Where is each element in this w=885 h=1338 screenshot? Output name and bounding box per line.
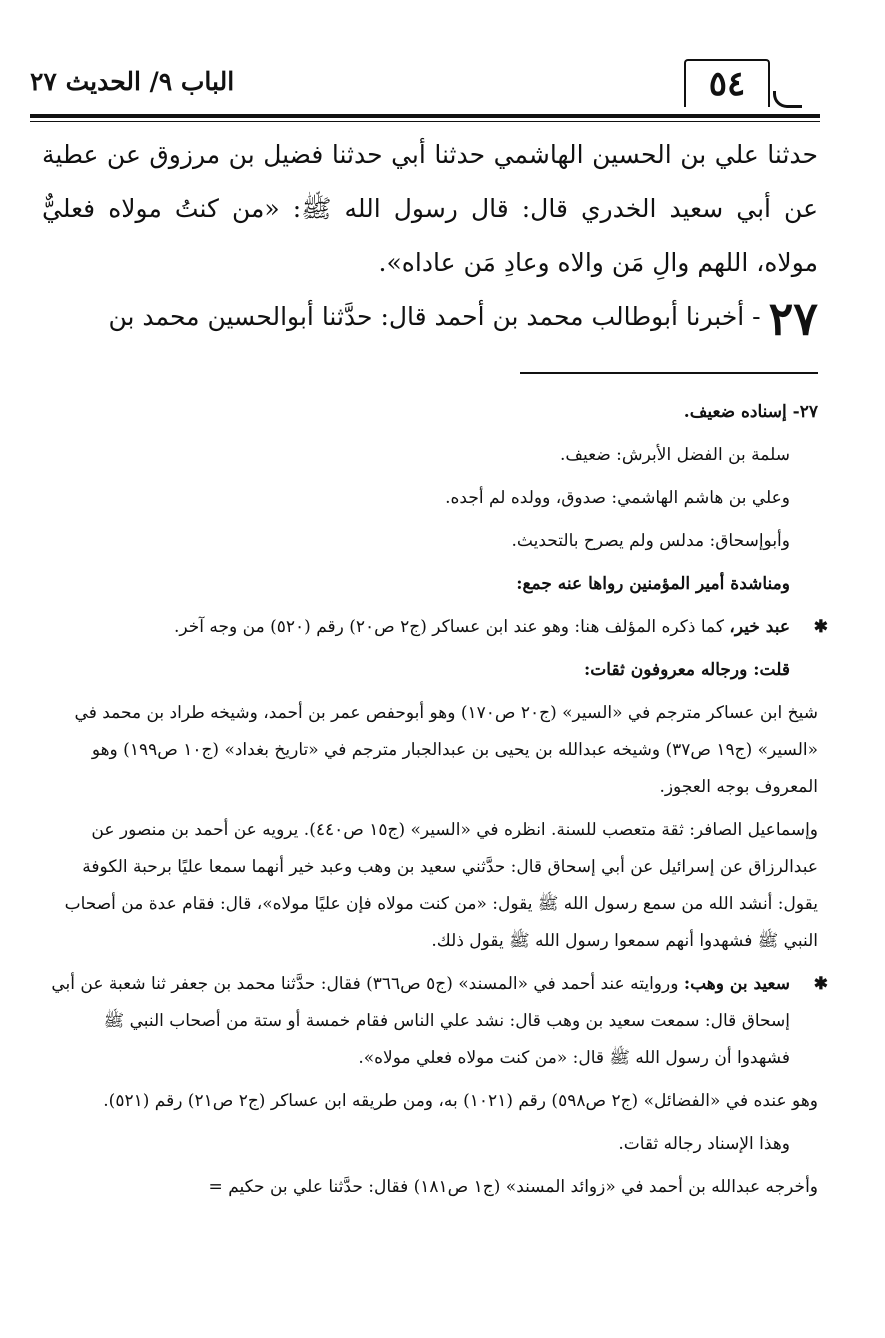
footnote-text: وروايته عند أحمد في «المسند» (ج٥ ص٣٦٦) فقال: حدَّثنا محمد بن جعفر ثنا شعبة عن أبي إسحاق قال: سمعت سعيد بن وهب قال: نشد علي الناس فقام خمسة أو ستة من أصحاب النبي ﷺ فشهدوا أن رسول الله ﷺ قال: «من كنت مولاه فعلي مولاه».: [51, 974, 790, 1068]
hadith-number: ٢٧: [768, 291, 818, 346]
footnote-line: وأبوإسحاق: مدلس ولم يصرح بالتحديث.: [511, 531, 790, 551]
footnote-paragraph: وأخرجه عبدالله بن أحمد في «زوائد المسند» (ج١ ص١٨١) فقال: حدَّثنا علي بن حكيم =: [208, 1177, 818, 1197]
footnote-line: وعلي بن هاشم الهاشمي: صدوق، وولده لم أجده.: [445, 488, 790, 508]
hadith-26-text: حدثنا علي بن الحسين الهاشمي حدثنا أبي حدثنا فضيل بن مرزوق عن عطية عن أبي سعيد الخدري قال: قال رسول الله ﷺ: «من كنتُ مولاه فعليٌّ مولاه، اللهم والِ مَن والاه وعادِ مَن عاداه».: [42, 140, 818, 277]
narrator-name: عبد خير،: [729, 617, 790, 637]
narrator-name: سعيد بن وهب:: [683, 974, 790, 994]
hadith-27-text: - أخبرنا أبوطالب محمد بن أحمد قال: حدَّثنا أبوالحسين محمد بن: [108, 302, 761, 331]
corner-flourish: [773, 91, 802, 108]
footnote-heading: ٢٧- إسناده ضعيف.: [683, 402, 818, 422]
main-text: [42, 128, 818, 344]
header-rule-thin: [30, 121, 820, 122]
footnote-paragraph: شيخ ابن عساكر مترجم في «السير» (ج٢٠ ص١٧٠) وهو أبوحفص عمر بن أحمد، وشيخه طراد بن محمد في «السير» (ج١٩ ص٣٧) وشيخه عبدالله بن يحيى بن عبدالجبار مترجم في «تاريخ بغداد» (ج١٠ ص١٩٩) وهو المعروف بوجه العجوز.: [74, 703, 818, 797]
footnote-line: وهذا الإسناد رجاله ثقات.: [618, 1134, 790, 1154]
footnote-line: قلت: ورجاله معروفون ثقات:: [584, 660, 790, 680]
footnote-paragraph: وإسماعيل الصافر: ثقة متعصب للسنة. انظره في «السير» (ج١٥ ص٤٤٠). يرويه عن أحمد بن منصور عن عبدالرزاق عن إسرائيل عن أبي إسحاق قال: حدَّثني سعيد بن وهب وعبد خير أنهما سمعا عليًا برحبة الكوفة يقول: أنشد الله من سمع رسول الله ﷺ يقول: «من كنت مولاه فإن عليًا مولاه»، قال: فقام عدة من أصحاب النبي ﷺ فشهدوا أنهم سمعوا رسول الله ﷺ يقول ذلك.: [64, 820, 818, 951]
asterisk-icon: ✱: [813, 974, 828, 994]
header-rule-thick: [30, 114, 820, 118]
page-number: ٥٤: [684, 59, 770, 107]
chapter-title: الباب ٩/ الحديث ٢٧: [30, 67, 235, 96]
footnote-text: كما ذكره المؤلف هنا: وهو عند ابن عساكر (ج٢ ص٢٠) رقم (٥٢٠) من وجه آخر.: [174, 617, 724, 637]
asterisk-icon: ✱: [813, 617, 828, 637]
footnotes: [48, 394, 828, 1212]
footnote-star-item: [48, 966, 828, 1077]
footnote-line: ومناشدة أمير المؤمنين رواها عنه جمع:: [516, 574, 790, 594]
footnote-line: سلمة بن الفضل الأبرش: ضعيف.: [560, 445, 790, 465]
footnote-paragraph: وهو عنده في «الفضائل» (ج٢ ص٥٩٨) رقم (١٠٢١) به، ومن طريقه ابن عساكر (ج٢ ص٢١) رقم (٥٢١).: [103, 1091, 818, 1111]
footnote-separator: [520, 372, 818, 374]
footnote-star-item: [48, 609, 828, 646]
hadith-27-opening: [42, 290, 818, 344]
